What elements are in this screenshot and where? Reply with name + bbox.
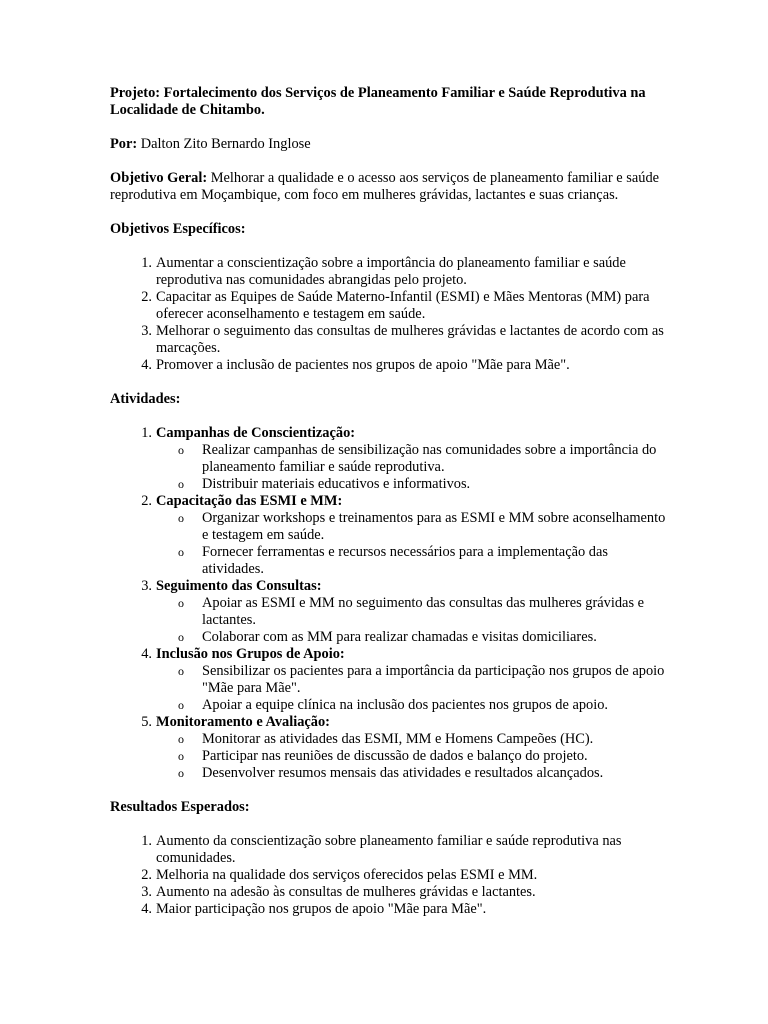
activities-list [110,425,670,782]
activity-sublist [156,442,670,493]
activity-item: 3. Seguimento das Consultas: o Apoiar as ESMI e MM no seguimento das consultas das mulheres grávidas e lactantes. o Colaborar com as MM para realizar chamadas e visitas domiciliares. [110,578,670,646]
project-title: Projeto: Fortalecimento dos Serviços de Planeamento Familiar e Saúde Reprodutiva na Localidade de Chitambo. [110,85,646,118]
sub-item: o Colaborar com as MM para realizar chamadas e visitas domiciliares. [178,629,597,645]
sub-item: o Realizar campanhas de sensibilização nas comunidades sobre a importância do planeamento familiar e saúde reprodutiva. [178,442,657,475]
list-item: 4. Maior participação nos grupos de apoio "Mãe para Mãe". [141,901,487,917]
list-item: 3. Aumento na adesão às consultas de mulheres grávidas e lactantes. [141,884,536,900]
general-objective-text: Melhorar a qualidade e o acesso aos serviços de planeamento familiar e saúde reprodutiva em Moçambique, com foco em mulheres grávidas, lactantes e suas crianças. [110,170,660,203]
sub-item: o Fornecer ferramentas e recursos necessários para a implementação das atividades. [178,544,608,577]
document-page [110,85,670,918]
activity-title: Capacitação das ESMI e MM: [156,493,343,509]
list-item: 2. Melhoria na qualidade dos serviços oferecidos pelas ESMI e MM. [141,867,538,883]
sub-item: o Distribuir materiais educativos e informativos. [178,476,471,492]
sub-item: o Participar nas reuniões de discussão de dados e balanço do projeto. [178,748,588,764]
activity-item: 4. Inclusão nos Grupos de Apoio: o Sensibilizar os pacientes para a importância da participação nos grupos de apoio "Mãe para Mãe". o Apoiar a equipe clínica na inclusão dos pacientes nos grupos de apoio. [110,646,670,714]
list-item: 4. Promover a inclusão de pacientes nos grupos de apoio "Mãe para Mãe". [141,357,570,373]
sub-item: o Desenvolver resumos mensais das atividades e resultados alcançados. [178,765,604,781]
activity-title: Inclusão nos Grupos de Apoio: [156,646,345,662]
activities-heading: Atividades: [110,391,181,407]
expected-results-list [110,833,670,918]
sub-item: o Organizar workshops e treinamentos para as ESMI e MM sobre aconselhamento e testagem em saúde. [178,510,666,543]
sub-item: o Apoiar as ESMI e MM no seguimento das consultas das mulheres grávidas e lactantes. [178,595,645,628]
specific-objectives-heading: Objetivos Específicos: [110,221,246,237]
list-item: 1. Aumento da conscientização sobre planeamento familiar e saúde reprodutiva nas comunidades. [141,833,622,866]
activity-title: Seguimento das Consultas: [156,578,322,594]
sub-item: o Monitorar as atividades das ESMI, MM e Homens Campeões (HC). [178,731,594,747]
sub-item: o Apoiar a equipe clínica na inclusão dos pacientes nos grupos de apoio. [178,697,609,713]
general-objective [110,170,670,204]
activity-sublist [156,731,670,782]
activity-item: 5. Monitoramento e Avaliação: o Monitorar as atividades das ESMI, MM e Homens Campeões (HC). o Participar nas reuniões de discussão de dados e balanço do projeto. o Desenvolver resumos mensais das atividades e resultados alcançados. [110,714,670,782]
list-item: 3. Melhorar o seguimento das consultas de mulheres grávidas e lactantes de acordo com as marcações. [141,323,664,356]
activity-title: Campanhas de Conscientização: [156,425,356,441]
activity-title: Monitoramento e Avaliação: [156,714,330,730]
activity-item: 2. Capacitação das ESMI e MM: o Organizar workshops e treinamentos para as ESMI e MM sobre aconselhamento e testagem em saúde. o Fornecer ferramentas e recursos necessários para a implementação das atividades. [110,493,670,578]
list-item: 2. Capacitar as Equipes de Saúde Materno-Infantil (ESMI) e Mães Mentoras (MM) para oferecer aconselhamento e testagem em saúde. [141,289,650,322]
author-label: Por: [110,136,138,152]
author-line [110,136,670,153]
activity-sublist [156,510,670,578]
general-objective-label: Objetivo Geral: [110,170,208,186]
activity-item: 1. Campanhas de Conscientização: o Realizar campanhas de sensibilização nas comunidades sobre a importância do planeamento familiar e saúde reprodutiva. o Distribuir materiais educativos e informativos. [110,425,670,493]
expected-results-heading: Resultados Esperados: [110,799,250,815]
author-name: Dalton Zito Bernardo Inglose [140,136,311,152]
specific-objectives-list [110,255,670,374]
sub-item: o Sensibilizar os pacientes para a importância da participação nos grupos de apoio "Mãe para Mãe". [178,663,665,696]
activity-sublist [156,595,670,646]
activity-sublist [156,663,670,714]
list-item: 1. Aumentar a conscientização sobre a importância do planeamento familiar e saúde reprodutiva nas comunidades abrangidas pelo projeto. [141,255,626,288]
